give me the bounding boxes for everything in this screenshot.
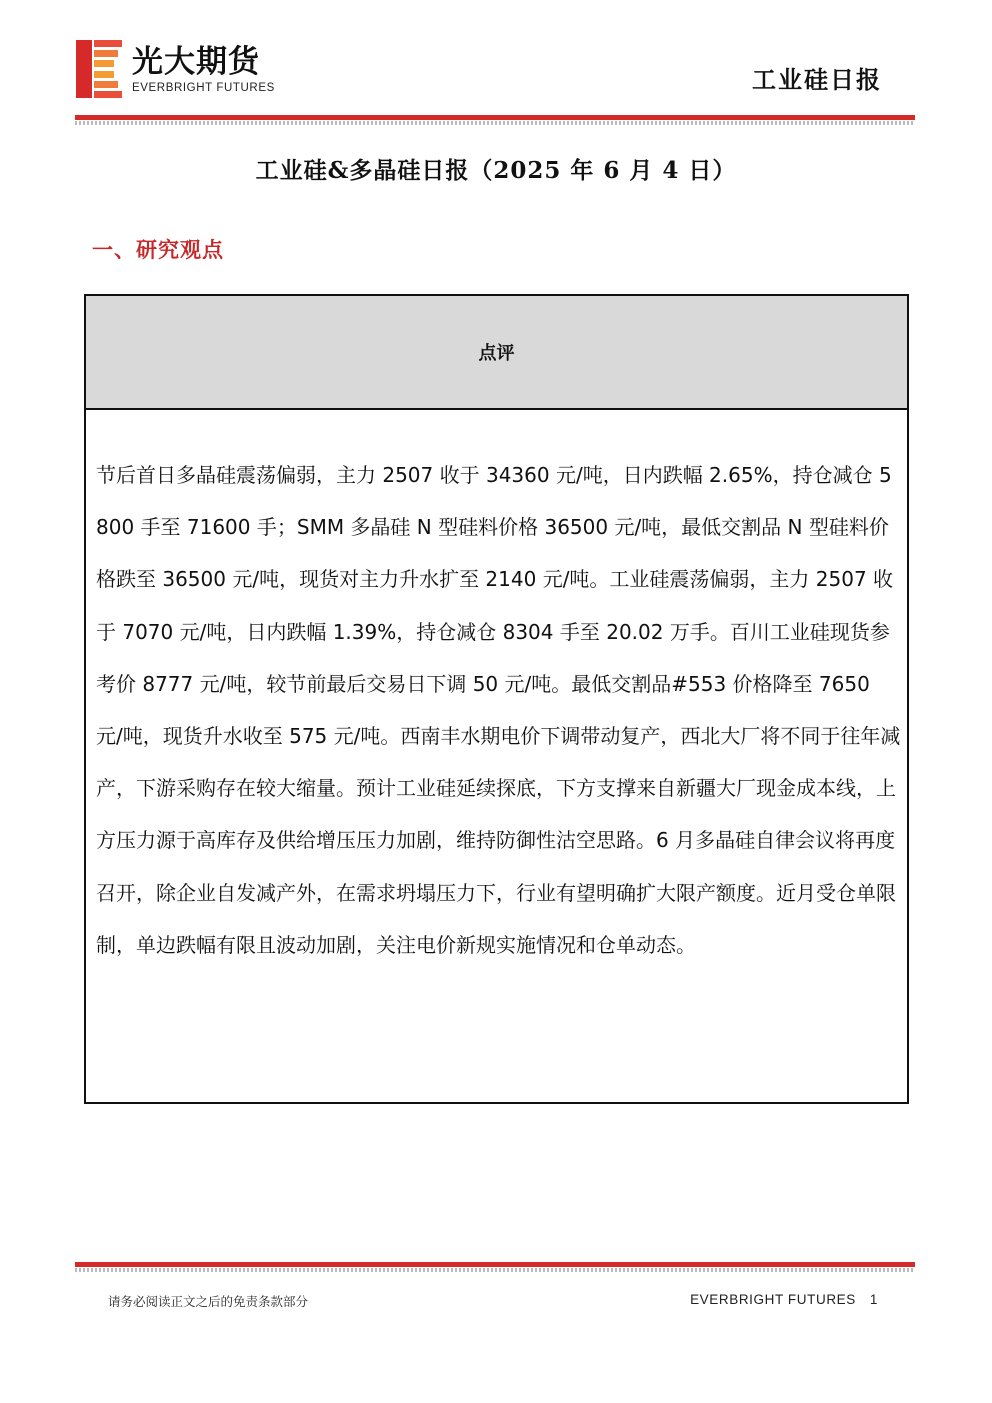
commentary-text: 节后首日多晶硅震荡偏弱，主力 2507 收于 34360 元/吨，日内跌幅 2.65%，持仓减仓 5800 手至 71600 手；SMM 多晶硅 N 型硅料价格 36500 元/吨，最低交割品 N 型硅料价格跌至 36500 元/吨，现货对主力升水扩至 2140 元/吨。工业硅震荡偏弱，主力 2507 收于 7070 元/吨，日内跌幅 1.39%，持仓减仓 8304 手至 20.02 万手。百川工业硅现货参考价 8777 元/吨，较节前最后交易日下调 50 元/吨。最低交割品#553 价格降至 7650 元/吨，现货升水收至 575 元/吨。西南丰水期电价下调带动复产，西北大厂将不同于往年减产，下游采购存在较大缩量。预计工业硅延续探底，下方支撑来自新疆大厂现金成本线，上方压力源于高库存及供给增压压力加剧，维持防御性沽空思路。6 月多晶硅自律会议将再度召开，除企业自发减产外，在需求坍塌压力下，行业有望明确扩大限产额度。近月受仓单限制，单边跌幅有限且波动加剧，关注电价新规实施情况和仓单动态。	[96, 463, 901, 957]
footer-disclaimer: 请务必阅读正文之后的免责条款部分	[108, 1294, 309, 1309]
report-type: 工业硅日报	[752, 65, 882, 94]
company-logo	[76, 40, 275, 98]
footer-company: EVERBRIGHT FUTURES	[690, 1292, 856, 1307]
everbright-logo-icon	[76, 40, 122, 98]
logo-chinese-name: 光大期货	[132, 44, 260, 80]
section-heading: 一、研究观点	[92, 237, 224, 262]
footer-divider	[75, 1262, 915, 1272]
commentary-table-header	[86, 296, 907, 410]
page-number: 1	[869, 1292, 878, 1307]
report-title: 工业硅&多晶硅日报（2025 年 6 月 4 日）	[255, 157, 737, 184]
header-divider	[75, 115, 915, 125]
footer-info	[690, 1292, 878, 1307]
logo-english-name: EVERBRIGHT FUTURES	[132, 82, 275, 94]
table-header-label: 点评	[478, 343, 515, 364]
commentary-table	[84, 294, 909, 1104]
